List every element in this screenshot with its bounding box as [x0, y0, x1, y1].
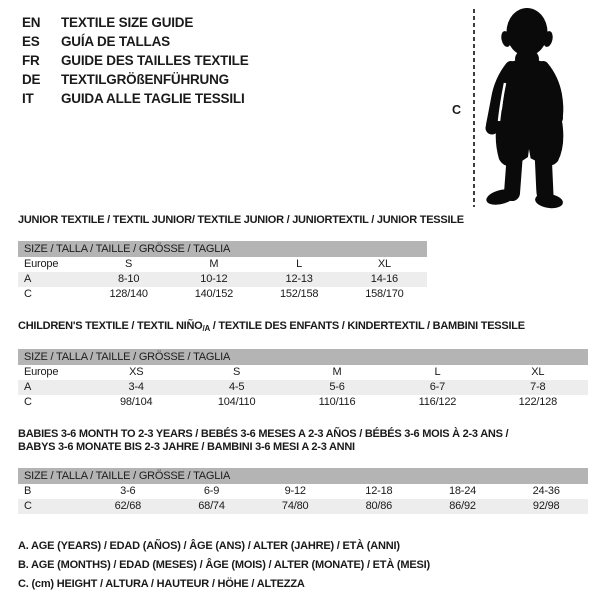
language-code: EN: [22, 15, 41, 30]
size-cell: 116/122: [418, 396, 457, 408]
table-title-segment: /A: [202, 324, 210, 333]
table-row: [18, 499, 588, 514]
row-label: B: [24, 485, 32, 497]
size-cell: 4-5: [228, 381, 245, 393]
language-code: ES: [22, 34, 40, 49]
row-label: Europe: [24, 366, 59, 378]
size-band: SIZE / TALLA / TAILLE / GRÖSSE / TAGLIA: [18, 349, 588, 365]
size-cell: XL: [531, 366, 545, 378]
size-cell: 74/80: [281, 500, 309, 512]
table-row: [18, 380, 588, 395]
size-cell: 152/158: [279, 288, 319, 300]
table-row: [18, 365, 588, 380]
language-row: [22, 13, 249, 32]
language-row: [22, 32, 249, 51]
height-measure-label: C: [452, 103, 462, 117]
size-cell: 6-7: [429, 381, 446, 393]
size-table-junior: [18, 214, 464, 302]
table-row: [18, 484, 588, 499]
footnote: C. (cm) HEIGHT / ALTURA / HAUTEUR / HÖHE / ALTEZZA: [18, 578, 305, 590]
row-label: C: [24, 500, 32, 512]
size-cell: 104/110: [217, 396, 256, 408]
size-cell: 98/104: [119, 396, 153, 408]
table-title-segment: CHILDREN'S TEXTILE / TEXTIL NIÑO: [18, 320, 203, 332]
height-measure-dashed-line: [473, 9, 475, 207]
language-row: [22, 70, 249, 89]
size-cell: 12-13: [285, 273, 313, 285]
language-row: [22, 89, 249, 108]
size-cell: S: [233, 366, 241, 378]
size-cell: XL: [377, 258, 391, 270]
size-cell: 7-8: [530, 381, 546, 393]
row-label: C: [24, 288, 32, 300]
language-code: FR: [22, 53, 40, 68]
size-cell: 140/152: [194, 288, 234, 300]
size-cell: 110/116: [318, 396, 356, 408]
size-cell: 68/74: [198, 500, 225, 512]
size-cell: 86/92: [449, 500, 476, 512]
table-title: [18, 214, 464, 227]
footnote: B. AGE (MONTHS) / EDAD (MESES) / ÂGE (MOIS) / ALTER (MONATE) / ETÀ (MESI): [18, 559, 430, 571]
footnote: A. AGE (YEARS) / EDAD (AÑOS) / ÂGE (ANS) / ALTER (JAHRE) / ETÀ (ANNI): [18, 540, 400, 552]
language-guide: [22, 13, 249, 108]
size-tables: [18, 214, 588, 532]
table-row: [18, 287, 427, 302]
size-cell: 80/86: [365, 500, 393, 512]
table-title-segment: BABIES 3-6 MONTH TO 2-3 YEARS / BEBÉS 3-6 MESES A 2-3 AÑOS / BÉBÉS 3-6 MOIS À 2-3 ANS /: [18, 428, 509, 440]
table-title-line: [18, 441, 588, 454]
size-cell: 3-4: [128, 381, 144, 393]
size-cell: 14-16: [370, 273, 398, 285]
footnotes: [18, 537, 430, 594]
language-title: GUÍA DE TALLAS: [61, 34, 170, 49]
size-cell: 8-10: [118, 273, 140, 285]
table-title-segment: / TEXTILE DES ENFANTS / KINDERTEXTIL / BAMBINI TESSILE: [209, 320, 525, 332]
language-title: GUIDE DES TAILLES TEXTILE: [61, 53, 249, 68]
size-cell: 92/98: [532, 500, 560, 512]
table-title-line: [18, 214, 464, 227]
table-title-line: [18, 428, 588, 441]
table-title-line: [18, 320, 588, 335]
size-cell: 122/128: [518, 396, 558, 408]
table-row: [18, 395, 588, 410]
size-cell: M: [209, 258, 219, 270]
table-title: [18, 428, 588, 454]
toddler-silhouette-icon: [484, 3, 580, 209]
size-cell: 158/170: [365, 288, 404, 300]
size-cell: 128/140: [109, 288, 148, 300]
language-title: TEXTILGRÖßENFÜHRUNG: [61, 72, 229, 87]
language-title: TEXTILE SIZE GUIDE: [61, 15, 194, 30]
table-title: [18, 320, 588, 335]
size-table-babies: [18, 428, 588, 514]
table-title-segment: JUNIOR TEXTILE / TEXTIL JUNIOR/ TEXTILE JUNIOR / JUNIORTEXTIL / JUNIOR TESSILE: [18, 214, 464, 226]
size-cell: 3-6: [120, 485, 136, 497]
table-row: [18, 257, 427, 272]
table-row: [18, 272, 427, 287]
size-cell: 18-24: [448, 485, 477, 497]
size-cell: 62/68: [114, 500, 142, 512]
size-cell: M: [332, 366, 342, 378]
language-code: DE: [22, 72, 41, 87]
table-title-segment: BABYS 3-6 MONATE BIS 2-3 JAHRE / BAMBINI 3-6 MESI A 2-3 ANNI: [18, 441, 355, 453]
size-cell: L: [434, 366, 441, 378]
size-band: SIZE / TALLA / TAILLE / GRÖSSE / TAGLIA: [18, 468, 588, 484]
row-label: A: [24, 381, 32, 393]
size-cell: 5-6: [329, 381, 345, 393]
row-label: A: [24, 273, 32, 285]
size-cell: 9-12: [284, 485, 306, 497]
language-title: GUIDA ALLE TAGLIE TESSILI: [61, 91, 245, 106]
size-band: SIZE / TALLA / TAILLE / GRÖSSE / TAGLIA: [18, 241, 427, 257]
row-label: C: [24, 396, 32, 408]
size-cell: L: [296, 258, 303, 270]
size-cell: 10-12: [200, 273, 228, 285]
language-row: [22, 51, 249, 70]
row-label: Europe: [24, 258, 59, 270]
size-cell: 24-36: [532, 485, 560, 497]
size-cell: XS: [129, 366, 144, 378]
size-table-children: [18, 320, 588, 410]
size-cell: 6-9: [203, 485, 220, 497]
language-code: IT: [22, 91, 34, 106]
size-cell: 12-18: [365, 485, 393, 497]
size-cell: S: [125, 258, 133, 270]
